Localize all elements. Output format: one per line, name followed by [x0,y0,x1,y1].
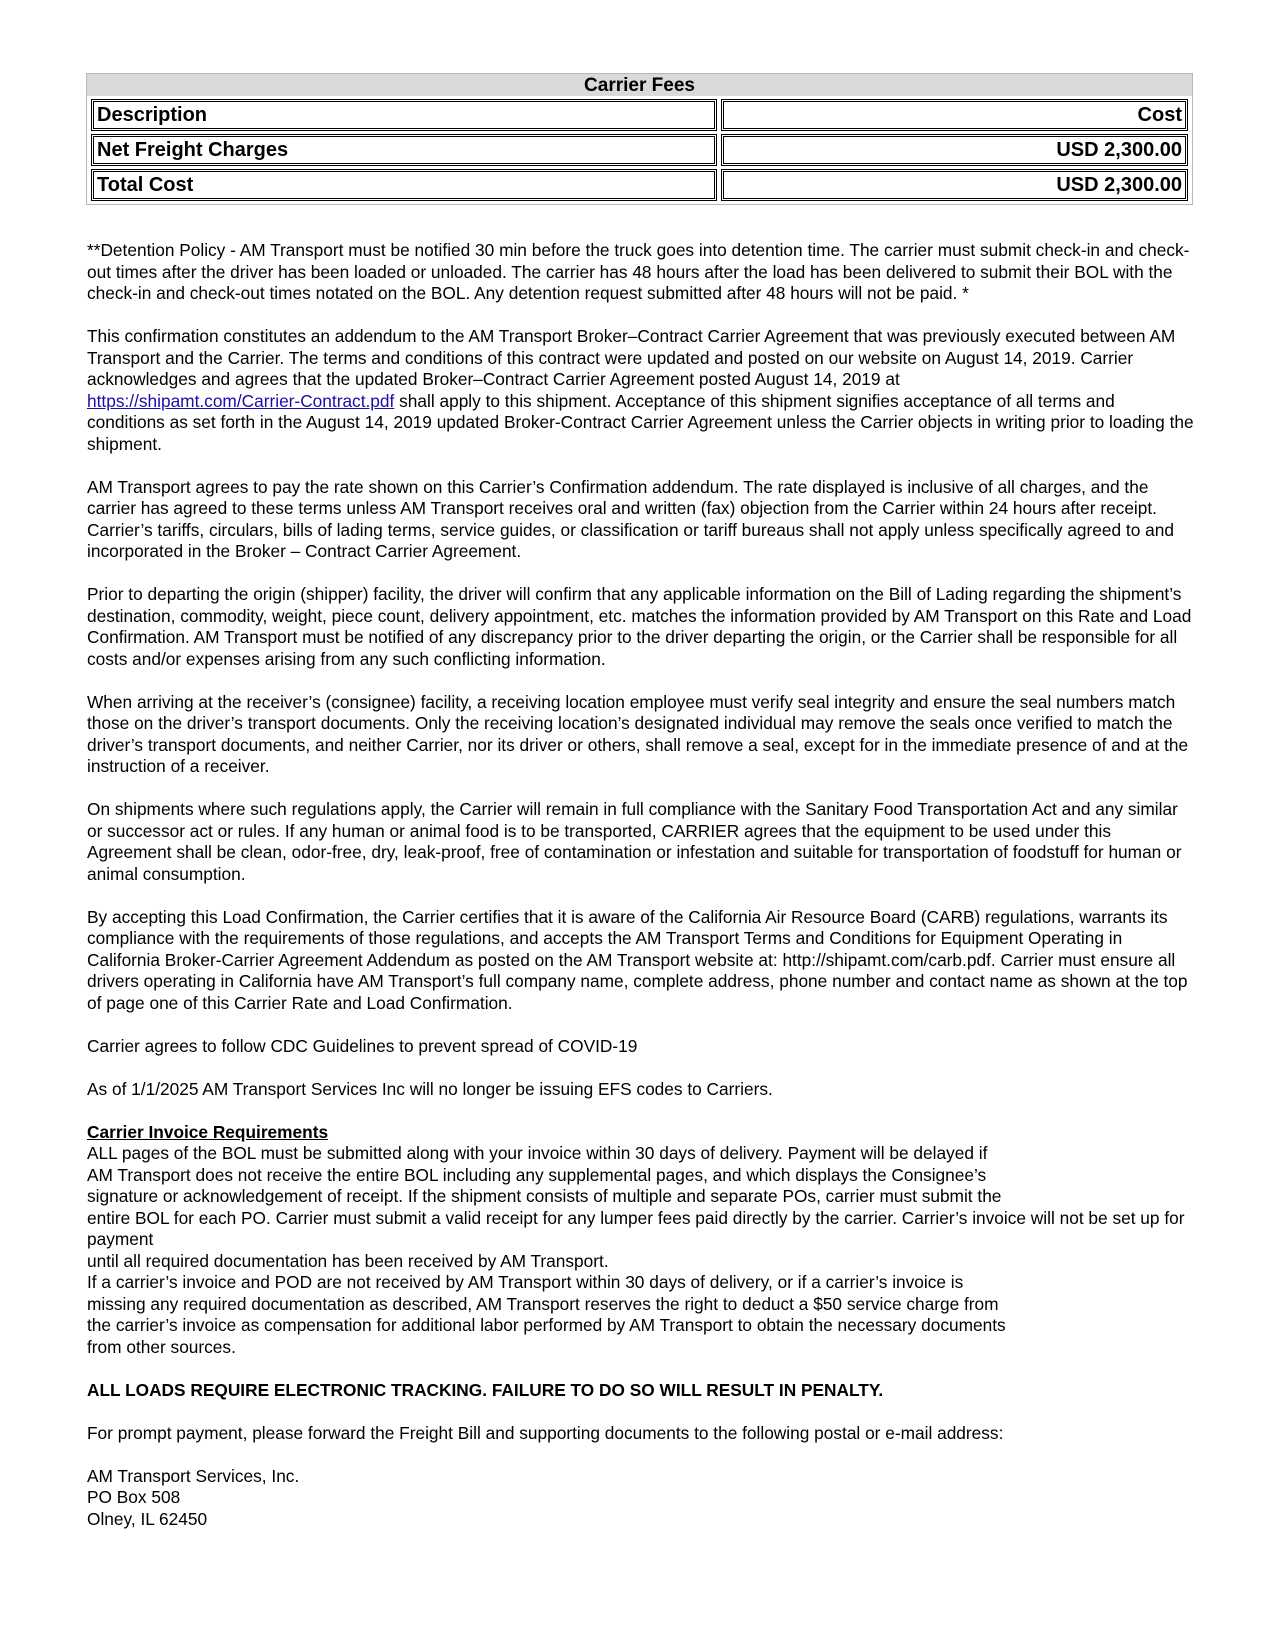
fees-row [91,134,1188,166]
prompt-payment-paragraph: For prompt payment, please forward the Freight Bill and supporting documents to the following postal or e-mail address: [87,1422,1004,1443]
carrier-fees-title: Carrier Fees [584,75,695,96]
seal-paragraph: When arriving at the receiver’s (consignee) facility, a receiving location employee must verify seal integrity and ensure the seal numbers match those on the driver’s transport documents. Only the receiving location’s designated individual may remove the seals once verified to match the driver’s transport documents, and neither Carrier, nor its driver or others, shall remove a seal, except for in the immediate presence of and at the instruction of a receiver. [87,691,1189,776]
invoice-line: until all required documentation has been received by AM Transport. [87,1250,609,1271]
carrier-fees-section [86,73,1193,205]
fees-header-row [91,99,1188,131]
carb-paragraph: By accepting this Load Confirmation, the Carrier certifies that it is aware of the California Air Resource Board (CARB) regulations, warrants its compliance with the requirements of those regulations, and accepts the AM Transport Terms and Conditions for Equipment Operating in California Broker-Carrier Agreement Addendum as posted on the AM Transport website at: http://shipamt.com/carb.pdf. Carrier must ensure all drivers operating in California have AM Transport’s full company name, complete address, phone number and contact name as shown at the top of page one of this Carrier Rate and Load Confirmation. [87,906,1188,1013]
invoice-line: entire BOL for each PO. Carrier must submit a valid receipt for any lumper fees paid directly by the carrier. Carrier’s invoice will not be set up for payment [87,1207,1185,1249]
address-city: Olney, IL 62450 [87,1508,208,1529]
invoice-line: missing any required documentation as described, AM Transport reserves the right to deduct a $50 service charge from [87,1293,999,1314]
fees-row-cost: USD 2,300.00 [721,169,1188,201]
invoice-line: ALL pages of the BOL must be submitted along with your invoice within 30 days of delivery. Payment will be delayed if [87,1143,988,1163]
carrier-contract-link[interactable]: https://shipamt.com/Carrier-Contract.pdf [87,390,395,411]
invoice-requirements-heading: Carrier Invoice Requirements [87,1121,329,1142]
invoice-line: from other sources. [87,1336,236,1357]
fees-header-cost: Cost [721,99,1188,131]
addendum-paragraph [87,326,1197,455]
addendum-text-before-link: This confirmation constitutes an addendum to the AM Transport Broker–Contract Carrier Agreement that was previously executed between AM Transport and the Carrier. The terms and conditions of this contract were updated and posted on our website on August 14, 2019. Carrier acknowledges and agrees that the updated Broker–Contract Carrier Agreement posted August 14, 2019 at [87,326,1176,389]
fees-row-description: Net Freight Charges [91,134,717,166]
fees-header-description: Description [91,99,717,131]
departing-paragraph: Prior to departing the origin (shipper) facility, the driver will confirm that any applicable information on the Bill of Lading regarding the shipment’s destination, commodity, weight, piece count, delivery appointment, etc. matches the information provided by AM Transport on this Rate and Load Confirmation. AM Transport must be notified of any discrepancy prior to the driver departing the origin, or the Carrier shall be responsible for all costs and/or expenses arising from any such conflicting information. [87,584,1192,669]
invoice-line: the carrier’s invoice as compensation for additional labor performed by AM Transport to obtain the necessary documents [87,1315,1006,1335]
terms-body [87,240,1197,1552]
fees-row-description: Total Cost [91,169,717,201]
invoice-requirements [87,1122,1197,1359]
fees-row-cost: USD 2,300.00 [721,134,1188,166]
invoice-line: signature or acknowledgement of receipt. If the shipment consists of multiple and separate POs, carrier must submit the [87,1186,1002,1206]
rate-paragraph: AM Transport agrees to pay the rate shown on this Carrier’s Confirmation addendum. The rate displayed is inclusive of all charges, and the carrier has agreed to these terms unless AM Transport receives oral and written (fax) objection from the Carrier within 24 hours after receipt. Carrier’s tariffs, circulars, bills of lading terms, service guides, or classification or tariff bureaus shall not apply unless specifically agreed to and incorporated in the Broker – Contract Carrier Agreement. [87,476,1174,561]
fees-row [91,169,1188,201]
carrier-fees-table [87,96,1192,204]
detention-policy-paragraph: **Detention Policy - AM Transport must be notified 30 min before the truck goes into detention time. The carrier must submit check-in and check-out times after the driver has been loaded or unloaded. The carrier has 48 hours after the load has been delivered to submit their BOL with the check-in and check-out times notated on the BOL. Any detention request submitted after 48 hours will not be paid. * [87,240,1190,303]
covid-paragraph: Carrier agrees to follow CDC Guidelines to prevent spread of COVID-19 [87,1035,638,1056]
tracking-notice: ALL LOADS REQUIRE ELECTRONIC TRACKING. FAILURE TO DO SO WILL RESULT IN PENALTY. [87,1379,884,1400]
addendum-text-after-link: shall apply to this shipment. Acceptance of this shipment signifies acceptance of all terms and conditions as set forth in the August 14, 2019 updated Broker-Contract Carrier Agreement unless the Carrier objects in writing prior to loading the shipment. [87,390,1194,454]
invoice-line: If a carrier’s invoice and POD are not received by AM Transport within 30 days of delivery, or if a carrier’s invoice is [87,1272,964,1292]
efs-paragraph: As of 1/1/2025 AM Transport Services Inc will no longer be issuing EFS codes to Carriers. [87,1078,773,1099]
address-po-box: PO Box 508 [87,1487,181,1507]
invoice-line: AM Transport does not receive the entire BOL including any supplemental pages, and which displays the Consignee’s [87,1164,987,1185]
mailing-address [87,1466,1197,1531]
sanitary-food-paragraph: On shipments where such regulations apply, the Carrier will remain in full compliance with the Sanitary Food Transportation Act and any similar or successor act or rules. If any human or animal food is to be transported, CARRIER agrees that the equipment to be used under this Agreement shall be clean, odor-free, dry, leak-proof, free of contamination or infestation and suitable for transportation of foodstuff for human or animal consumption. [87,799,1182,884]
address-company: AM Transport Services, Inc. [87,1465,300,1486]
